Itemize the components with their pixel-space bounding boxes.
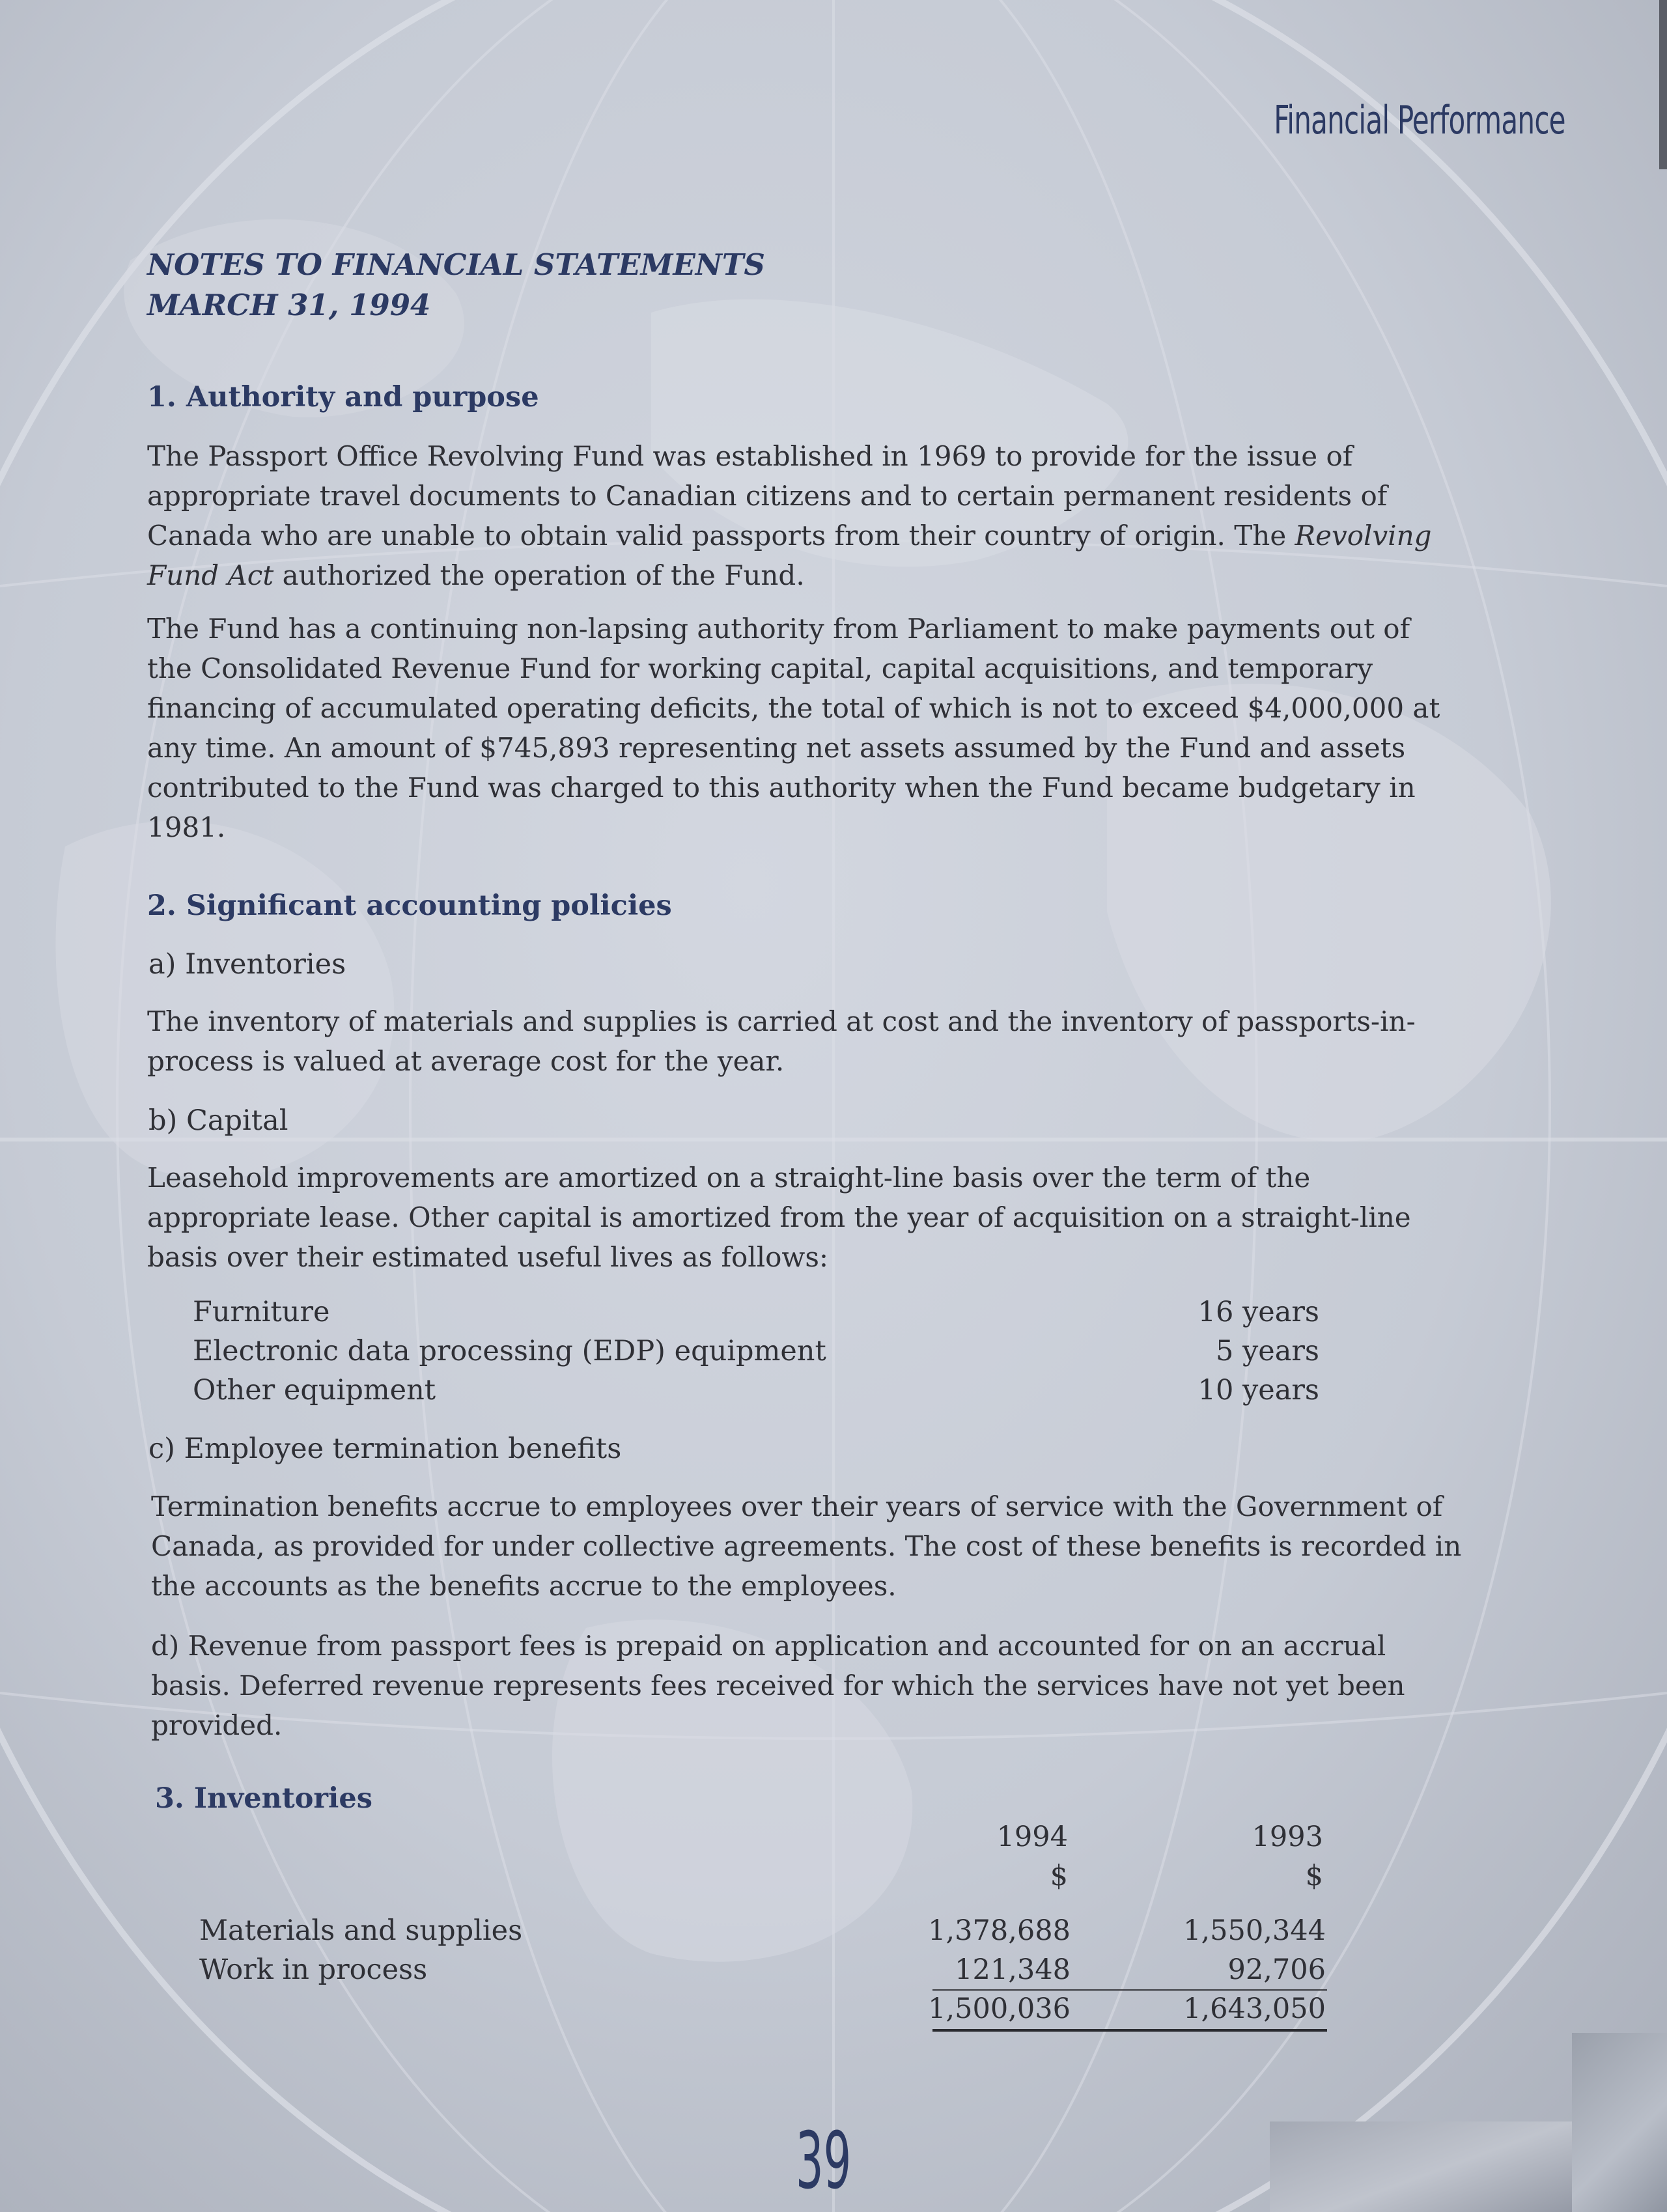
inventory-row (199, 1953, 1326, 1993)
useful-life-row (193, 1335, 1319, 1375)
column-year: 1994 (996, 1821, 1068, 1853)
running-header: Financial Performance (1274, 98, 1565, 143)
page-number: 39 (796, 2116, 852, 2207)
useful-life-value: 16 years (1198, 1296, 1319, 1328)
useful-life-row (193, 1374, 1319, 1414)
inventory-label: Work in process (199, 1953, 428, 1986)
column-year: 1993 (1252, 1821, 1323, 1853)
inventory-row (199, 1914, 1326, 1953)
useful-life-value: 10 years (1198, 1374, 1319, 1407)
section-1-paragraph-1 (147, 436, 1463, 595)
column-unit: $ (1305, 1860, 1323, 1892)
inventory-label: Materials and supplies (199, 1914, 523, 1947)
subsection-b-heading: b) Capital (148, 1104, 288, 1137)
useful-life-row (193, 1296, 1319, 1336)
subtotal-rule (932, 1989, 1327, 1991)
para1-text: The Passport Office Revolving Fund was established in 1969 to provide for the issue of appropriate travel documents to Canadian citizens and to certain permanent residents of Canada who are unable to obtain valid passports from their country of origin. The (147, 440, 1388, 552)
value-1993: 92,706 (1227, 1953, 1326, 1986)
total-1993: 1,643,050 (1183, 1993, 1326, 2025)
column-unit: $ (1050, 1860, 1068, 1892)
column-header-1993 (1193, 1821, 1323, 1892)
section-1-paragraph-2: The Fund has a continuing non-lapsing authority from Parliament to make payments out of the Consolidated Revenue Fund for working capital, capital acquisitions, and temporary financing of accumulated operating deficits, the total of which is not to exceed $4,000,000 at any time. An amount of $745,893 representing net assets assumed by the Fund and assets contributed to the Fund was charged to this authority when the Fund became budgetary in 1981. (147, 613, 1440, 843)
value-1994: 121,348 (955, 1953, 1071, 1986)
subsection-a-heading: a) Inventories (148, 948, 346, 981)
para1-end: authorized the operation of the Fund. (273, 559, 805, 591)
title-line-2: MARCH 31, 1994 (147, 288, 431, 322)
value-1994: 1,378,688 (928, 1914, 1071, 1947)
document-title (147, 245, 765, 326)
asset-class-label: Other equipment (193, 1374, 436, 1407)
title-line-1: NOTES TO FINANCIAL STATEMENTS (147, 247, 765, 282)
asset-class-label: Electronic data processing (EDP) equipment (193, 1335, 826, 1367)
revolving-fund-act-title: Revolving Fund Act (147, 520, 1432, 591)
asset-class-label: Furniture (193, 1296, 330, 1328)
subsection-b-text: Leasehold improvements are amortized on a straight-line basis over the term of the appropriate lease. Other capital is amortized from the year of acquisition on a straight-line basis over their estimated useful lives as follows: (147, 1162, 1411, 1273)
subsection-a-text: The inventory of materials and supplies is carried at cost and the inventory of passports-in-process is valued at average cost for the year. (147, 1005, 1416, 1077)
section-3-heading: 3. Inventories (155, 1782, 372, 1815)
inventory-total-row (199, 1993, 1326, 2032)
total-double-rule (932, 2029, 1327, 2032)
useful-life-value: 5 years (1215, 1335, 1319, 1367)
total-1994: 1,500,036 (928, 1993, 1071, 2025)
subsection-c-text: Termination benefits accrue to employees over their years of service with the Government of Canada, as provided for under collective agreements. The cost of these benefits is recorded in the accounts as the benefits accrue to the employees. (151, 1491, 1462, 1602)
subsection-d-text: d) Revenue from passport fees is prepaid on application and accounted for on an accrual basis. Deferred revenue represents fees received for which the services have not yet been provided. (151, 1630, 1405, 1741)
value-1993: 1,550,344 (1183, 1914, 1326, 1947)
subsection-c-heading: c) Employee termination benefits (148, 1433, 622, 1465)
section-1-heading: 1. Authority and purpose (147, 381, 539, 413)
column-header-1994 (938, 1821, 1068, 1892)
section-2-heading: 2. Significant accounting policies (147, 889, 672, 922)
